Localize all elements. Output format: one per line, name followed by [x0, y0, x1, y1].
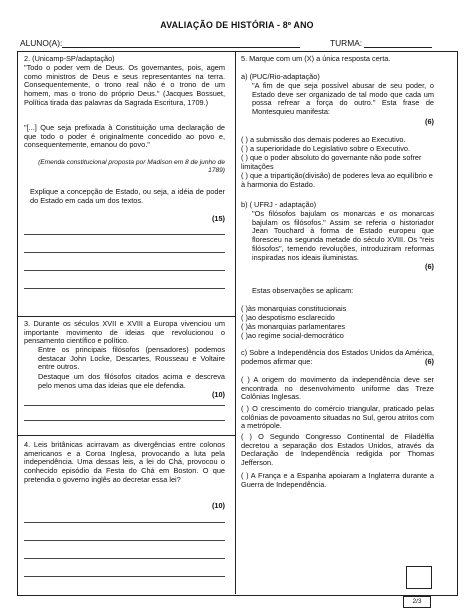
page-number: 2/3 [403, 596, 431, 608]
q3-intro: 3. Durante os séculos XVII e XVIII a Europa vivenciou um importante movimento de ideias que revolucionou o pensamento científico e político. [24, 319, 225, 346]
q3-philosophers: Entre os principais filósofos (pensadores) podemos destacar John Locke, Descartes, Rousseau e Voltaire entre outros. [38, 345, 225, 372]
answer-line[interactable] [24, 270, 225, 271]
q2-prompt: Explique a concepção de Estado, ou seja, a idéia de poder do Estado em cada um dos textos. [30, 187, 225, 205]
q5a-header: a) (PUC/Rio-adaptação) [241, 72, 320, 81]
q5c-points: (6) [425, 357, 434, 366]
q5c-text: c) Sobre a Independência dos Estados Unidos da América, podemos afirmar que: [241, 348, 434, 366]
class-line[interactable] [364, 38, 432, 48]
column-divider [235, 51, 236, 594]
class-label: TURMA: [330, 38, 363, 48]
q5a-points: (6) [425, 117, 434, 126]
q5-header: 5. Marque com um (X) a única resposta certa. [241, 54, 391, 63]
q5c-option[interactable]: ( ) O crescimento do comércio triangular, praticado pelas colônias de povoamento situadas no Sul, gerou atritos com a metrópole. [241, 404, 434, 431]
answer-line[interactable] [24, 540, 225, 541]
student-label: ALUNO(A): [20, 38, 63, 48]
answer-line[interactable] [24, 576, 225, 577]
divider-q3-q4 [17, 435, 235, 436]
q5a-option[interactable]: ( ) a submissão dos demais poderes ao Executivo. [241, 135, 406, 144]
q5b-option[interactable]: ( )às monarquias parlamentares [241, 322, 346, 331]
answer-line[interactable] [24, 252, 225, 253]
q5b-text: "Os filósofos bajulam os monarcas e os monarcas bajulam os filósofos." Assim se referia o historiador Jean Touchard à forma de Estado europeu que floresceu na segunda metade do século XVIII. Os "reis filósofos", temendo revoluções, introduziram reformas inspiradas nos ideais iluministas. [252, 209, 434, 262]
q5b-subtitle: Estas observações se aplicam: [252, 286, 354, 295]
q3-prompt: Destaque um dos filósofos citados acima e descreva pelo menos uma das ideias que ele defendia. [38, 372, 225, 390]
q5c-option[interactable]: ( ) A França e a Espanha apoiaram a Inglaterra durante a Guerra de Independência. [241, 471, 434, 489]
q2-source: (Emenda constitucional proposta por Madison em 8 de junho de 1789) [38, 159, 225, 174]
answer-line[interactable] [24, 420, 225, 421]
q5b-option[interactable]: ( )ao despotismo esclarecido [241, 313, 335, 322]
q2-quote-madison: "[...] Que seja prefixada à Constituição uma declaração de que todo o poder é originalmente concedido ao povo e, consequentemente, emanou do povo." [24, 123, 225, 150]
q2-header: 2. (Unicamp-SP/adaptação) [24, 54, 115, 63]
q5b-points: (6) [425, 262, 434, 271]
q4-question: 4. Leis britânicas acirravam as divergências entre colonos americanos e a Coroa Inglesa, provocando a luta pela independência. Uma dessas leis, a lei do Chá, provocou o conhecido episódio da Festa do Chá em Boston. O que pretendia o governo inglês ao decretar essa lei? [24, 440, 225, 484]
exam-title: AVALIAÇÃO DE HISTÓRIA - 8º ANO [160, 20, 314, 30]
answer-line[interactable] [24, 288, 225, 289]
answer-line[interactable] [24, 558, 225, 559]
q5b-header: b) ( UFRJ - adaptação) [241, 200, 317, 209]
q5b-option[interactable]: ( )às monarquias constitucionais [241, 304, 347, 313]
answer-line[interactable] [24, 522, 225, 523]
student-name-line[interactable] [62, 38, 300, 48]
q4-points: (10) [211, 501, 225, 510]
q5a-text: "A fim de que seja possível abusar de seu poder, o Estado deve ser organizado de tal modo que cada um possa refrear a força do outro." Esta frase de Montesquieu manifesta: [252, 81, 434, 117]
q5a-option[interactable]: ( ) que a tripartição(divisão) de poderes leva ao equilíbrio e à harmonia do Estado. [241, 171, 433, 189]
divider-q2-q3 [17, 316, 235, 317]
q5a-option[interactable]: ( ) a superioridade do Legislativo sobre o Executivo. [241, 144, 410, 153]
grade-box[interactable] [406, 566, 432, 589]
answer-line[interactable] [24, 234, 225, 235]
q2-quote-bossuet: "Todo o poder vem de Deus. Os governantes, pois, agem como ministros de Deus e seus representantes na terra. Consequentemente, o trono real não é o trono de um homem, mas o trono do próprio Deus." (Jacques Bossuet, Política tirada das palavras da Sagrada Escritura, 1709.) [24, 63, 225, 107]
q5a-option[interactable]: ( ) que o poder absoluto do governante não pode sofrer limitações [241, 153, 422, 171]
q3-points: (10) [211, 390, 225, 399]
q2-points: (15) [211, 214, 225, 223]
q5c-option[interactable]: ( ) A origem do movimento da independência deve ser encontrada no desenvolvimento uniforme das Treze Colônias Inglesas. [241, 375, 434, 402]
answer-line[interactable] [24, 405, 225, 406]
q5c-option[interactable]: ( ) O Segundo Congresso Continental de Filadélfia decretou a separação dos Estados Unidos, através da Declaração de Independência redigida por Thomas Jefferson. [241, 432, 434, 468]
q5b-option[interactable]: ( )ao regime social-democrático [241, 331, 344, 340]
